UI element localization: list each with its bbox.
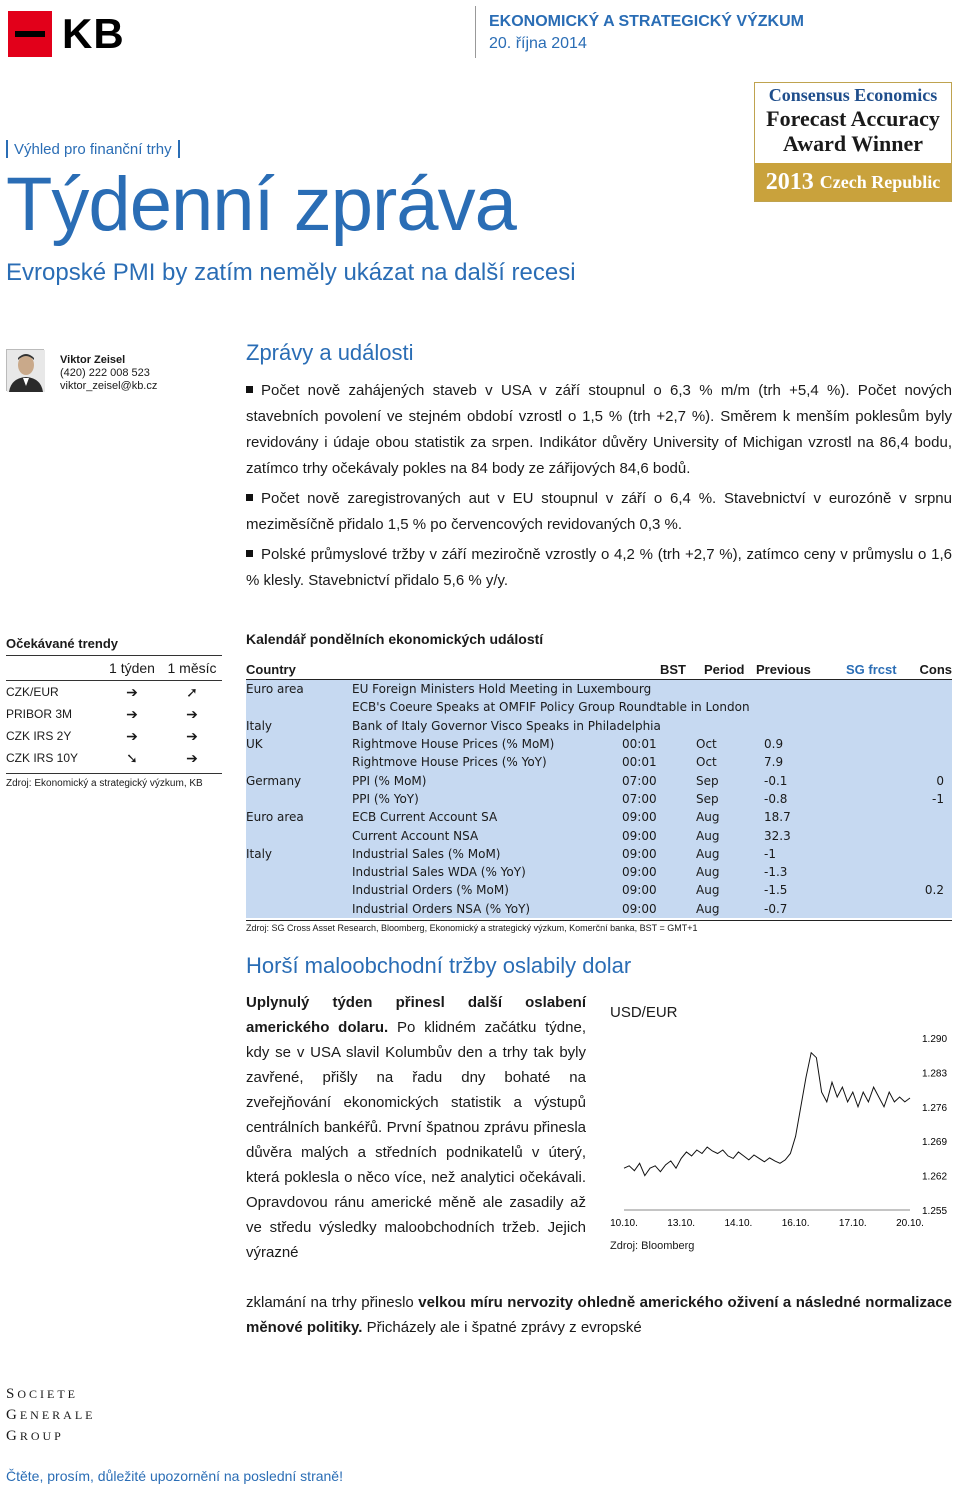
calendar-row [246, 826, 952, 844]
bullet-icon [246, 494, 253, 501]
calendar-cell: Rightmove House Prices (% MoM) [352, 737, 555, 752]
calendar-cell: PPI (% MoM) [352, 773, 427, 788]
award-line2: Forecast Accuracy [766, 106, 940, 131]
arrow-icon: ➘ [126, 749, 138, 766]
author-email[interactable]: viktor_zeisel@kb.cz [60, 380, 158, 392]
page-subtitle: Evropské PMI by zatím neměly ukázat na další recesi [6, 259, 576, 286]
calendar-cell: Sep [696, 773, 719, 788]
calendar-cell: ECB Current Account SA [352, 810, 498, 825]
news-item: Počet nově zahájených staveb v USA v září stoupnul o 6,3 % m/m (trh +5,4 %). Počet nových stavebních povolení ve stejném období vzrostl o 1,5 % (trh +2,7 %). Směrem k menším poklesům byly revidovány i údaje obou statistik za srpen. Indikátor důvěry University of Michigan vzrostl na 86,4 bodu, zatímco trhy očekávaly pokles na 84 body ze zářijových 84,6 bodů. [246, 382, 952, 477]
calendar-cell: Italy [246, 718, 273, 733]
calendar-cell: 09:00 [622, 901, 657, 916]
trends-table [6, 636, 222, 789]
tagline [6, 140, 180, 158]
award-line3: Award Winner [783, 131, 923, 156]
author-name: Viktor Zeisel [60, 354, 126, 366]
arrow-icon: ➔ [186, 705, 198, 722]
calendar-cell: ECB's Coeure Speaks at OMFIF Policy Group Roundtable in London [352, 700, 750, 715]
calendar-cell: 09:00 [622, 846, 657, 861]
arrow-icon: ➔ [126, 727, 138, 744]
bullet-icon [246, 550, 253, 557]
calendar-cell: Aug [696, 865, 720, 880]
calendar-cell: Italy [246, 846, 273, 861]
calendar-cell: Oct [696, 755, 717, 770]
kb-logo-text: KB [62, 10, 125, 57]
calendar-cell: 0.9 [764, 737, 784, 752]
award-badge [754, 82, 952, 202]
y-tick-label: 1.269 [922, 1137, 948, 1149]
calendar-row [246, 680, 952, 698]
trend-row: CZK IRS 10Y ➘ ➔ [6, 747, 222, 769]
trend-row: CZK/EUR ➔ ➚ [6, 681, 222, 703]
trend-row: PRIBOR 3M ➔ ➔ [6, 703, 222, 725]
calendar-cell: -0.7 [764, 901, 788, 916]
arrow-icon: ➚ [186, 683, 198, 700]
calendar-row [246, 881, 952, 899]
trends-header [6, 660, 222, 681]
chart-source: Zdroj: Bloomberg [610, 1240, 695, 1252]
calendar-cell: -1 [764, 846, 776, 861]
calendar-cell: 0 [936, 773, 944, 788]
research-unit: EKONOMICKÝ A STRATEGICKÝ VÝZKUM [489, 13, 804, 30]
kb-logo [8, 10, 125, 58]
calendar-cell: Euro area [246, 810, 304, 825]
author-phone: (420) 222 008 523 [60, 367, 150, 379]
sg-logo-line2: GENERALE [6, 1407, 96, 1423]
calendar-cell: 0.2 [924, 883, 944, 898]
calendar-cell: Aug [696, 846, 720, 861]
award-country: Czech Republic [819, 171, 941, 192]
calendar-cell: 00:01 [622, 755, 657, 770]
article-continuation: zklamání na trhy přineslo velkou míru nervozity ohledně amerického oživení a následné normalizace měnové politiky. Přicházely ale i špatné zprávy z evropské [246, 1294, 952, 1336]
calendar-row [246, 771, 952, 789]
tagline-text: Výhled pro finanční trhy [14, 140, 172, 158]
calendar-cell: Industrial Sales WDA (% YoY) [352, 865, 526, 880]
chart-title: USD/EUR [610, 1004, 678, 1021]
article-text: Po klidném začátku týdne, kdy se v USA slavil Kolumbův den a trhy tak byly zavřené, přišly na řadu dny bohaté na zveřejňování ekonomických statistik a výstupů centrálních bankéřů. První špatnou zprávu přinesla důvěra malých a středních podnikatelů v úterý, která poklesla o něco více, než analytici očekávali. Opravdovou ránu americké měně ale zasadily až ve středu výsledky maloobchodních tržeb. Jejich výrazné [246, 1019, 586, 1261]
calendar-cell: 32.3 [764, 828, 791, 843]
news-item: Polské průmyslové tržby v září meziročně vzrostly o 4,2 % (trh +2,7 %), zatímco ceny v průmyslu o 1,6 % klesly. Stavebnictví přidalo 5,6 % y/y. [246, 546, 952, 589]
x-tick-label: 13.10. [667, 1218, 696, 1229]
calendar-cell: Sep [696, 791, 719, 806]
calendar-cell: PPI (% YoY) [352, 791, 419, 806]
calendar-row [246, 790, 952, 808]
y-tick-label: 1.290 [922, 1034, 948, 1045]
x-tick-label: 14.10. [724, 1218, 753, 1229]
chart-plot [610, 1032, 955, 1232]
calendar-cell: 09:00 [622, 883, 657, 898]
calendar-table [246, 660, 952, 933]
calendar-row [246, 717, 952, 735]
y-tick-label: 1.262 [922, 1171, 948, 1183]
usd-eur-chart [610, 1004, 955, 1254]
report-date: 20. října 2014 [489, 35, 587, 52]
calendar-cell: Aug [696, 901, 720, 916]
trends-source: Zdroj: Ekonomický a strategický výzkum, KB [6, 773, 222, 789]
calendar-body [246, 680, 952, 918]
calendar-cell: Industrial Sales (% MoM) [352, 846, 501, 861]
arrow-icon: ➔ [126, 705, 138, 722]
article-lead: Uplynulý týden přinesl další oslabení amerického dolaru. [246, 994, 586, 1036]
calendar-row [246, 845, 952, 863]
section-title: Horší maloobchodní tržby oslabily dolar [246, 953, 632, 978]
arrow-icon: ➔ [126, 683, 138, 700]
calendar-cell: 00:01 [622, 737, 657, 752]
trends-title: Očekávané trendy [6, 636, 222, 656]
calendar-cell: 09:00 [622, 828, 657, 843]
calendar-cell: 7.9 [764, 755, 784, 770]
arrow-icon: ➔ [186, 727, 198, 744]
calendar-cell: 07:00 [622, 773, 657, 788]
news-title: Zprávy a události [246, 340, 414, 365]
calendar-cell: Germany [246, 773, 302, 788]
x-tick-label: 20.10. [896, 1218, 924, 1229]
award-footer [755, 163, 951, 201]
calendar-row [246, 735, 952, 753]
calendar-cell: -0.8 [764, 791, 788, 806]
x-tick-label: 17.10. [838, 1218, 867, 1229]
calendar-cell: Current Account NSA [352, 828, 479, 843]
y-tick-label: 1.255 [922, 1206, 948, 1217]
calendar-cell: Oct [696, 737, 717, 752]
calendar-title: Kalendář pondělních ekonomických událostí [246, 631, 544, 647]
calendar-cell: Euro area [246, 682, 304, 697]
calendar-cell: -1.3 [764, 865, 788, 880]
calendar-source: Zdroj: SG Cross Asset Research, Bloomberg, Ekonomický a strategický výzkum, Komerční banka, BST = GMT+1 [246, 920, 952, 933]
calendar-cell: Aug [696, 810, 720, 825]
calendar-cell: UK [246, 737, 263, 752]
sg-logo-line3: GROUP [6, 1428, 64, 1444]
calendar-cell: Industrial Orders NSA (% YoY) [352, 901, 531, 916]
calendar-cell: Rightmove House Prices (% YoY) [352, 755, 547, 770]
article-body [246, 990, 586, 1265]
trends-col-week: 1 týden [109, 660, 155, 676]
news-item: Počet nově zaregistrovaných aut v EU stoupnul v září o 6,4 %. Stavebnictví v eurozóně v srpnu meziměsíčně přidalo 1,5 % po červencových revidovaných 0,3 %. [246, 490, 952, 533]
calendar-cell: 09:00 [622, 810, 657, 825]
arrow-icon: ➔ [186, 749, 198, 766]
y-tick-label: 1.276 [922, 1102, 948, 1114]
calendar-cell: Industrial Orders (% MoM) [352, 883, 509, 898]
calendar-cell: 07:00 [622, 791, 657, 806]
calendar-cell: 18.7 [764, 810, 791, 825]
trend-row: CZK IRS 2Y ➔ ➔ [6, 725, 222, 747]
author-avatar [6, 349, 44, 391]
calendar-header: Country BST Period Previous SG frcst Cons [246, 660, 952, 680]
calendar-cell: Bank of Italy Governor Visco Speaks in Philadelphia [352, 718, 661, 733]
series-line [624, 1053, 910, 1176]
calendar-cell: -1.5 [764, 883, 788, 898]
x-tick-label: 16.10. [781, 1218, 810, 1229]
calendar-cell: Aug [696, 828, 720, 843]
kb-logo-mark [8, 11, 52, 57]
calendar-row [246, 698, 952, 716]
author-block [60, 354, 157, 393]
disclaimer-link[interactable]: Čtěte, prosím, důležité upozornění na poslední straně! [6, 1468, 343, 1484]
calendar-cell: 09:00 [622, 865, 657, 880]
bullet-icon [246, 386, 253, 393]
calendar-cell: Aug [696, 883, 720, 898]
news-list [246, 378, 952, 594]
calendar-cell: EU Foreign Ministers Hold Meeting in Luxembourg [352, 682, 652, 697]
calendar-row [246, 900, 952, 918]
calendar-cell: -0.1 [764, 773, 788, 788]
y-tick-label: 1.283 [922, 1068, 948, 1080]
x-tick-label: 10.10. [610, 1218, 638, 1229]
calendar-row [246, 808, 952, 826]
sg-logo [6, 1384, 96, 1447]
calendar-row [246, 753, 952, 771]
award-line1: Consensus Economics [768, 85, 938, 105]
award-year: 2013 [765, 168, 814, 195]
trends-col-month: 1 měsíc [167, 660, 217, 676]
calendar-cell: -1 [932, 791, 944, 806]
calendar-row [246, 863, 952, 881]
page-title: Týdenní zpráva [6, 162, 516, 247]
sg-logo-line1: SOCIETE [6, 1386, 78, 1402]
